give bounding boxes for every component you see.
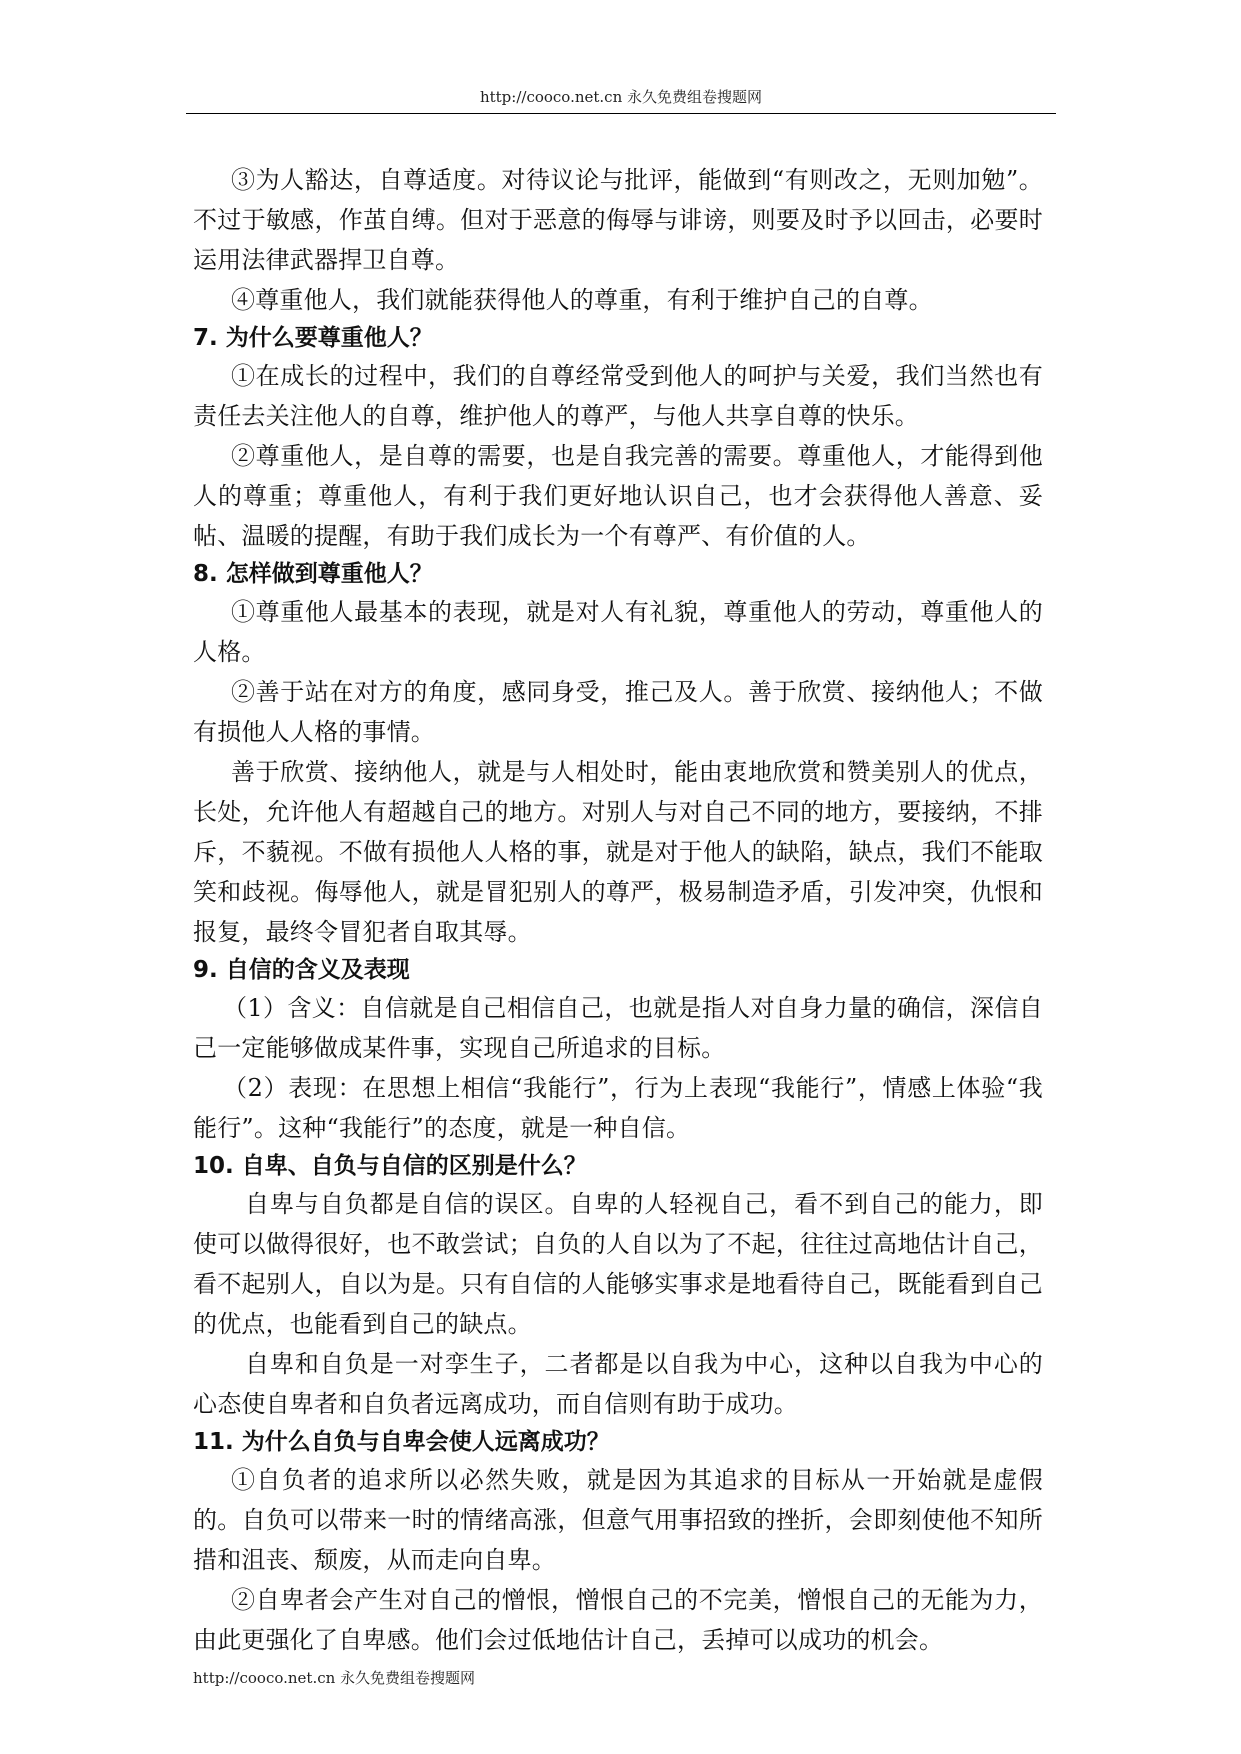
paragraph: （2）表现：在思想上相信“我能行”，行为上表现“我能行”，情感上体验“我能行”。这种“我能行”的态度，就是一种自信。 — [193, 1074, 1043, 1142]
paragraph: ②尊重他人，是自尊的需要，也是自我完善的需要。尊重他人，才能得到他人的尊重；尊重他人，有利于我们更好地认识自己，也才会获得他人善意、妥帖、温暖的提醒，有助于我们成长为一个有尊严、有价值的人。 — [193, 442, 1043, 550]
page-footer: http://cooco.net.cn 永久免费组卷搜题网 — [193, 1669, 476, 1687]
paragraph: 善于欣赏、接纳他人，就是与人相处时，能由衷地欣赏和赞美别人的优点，长处，允许他人有超越自己的地方。对别人与对自己不同的地方，要接纳，不排斥，不藐视。不做有损他人人格的事，就是对于他人的缺陷，缺点，我们不能取笑和歧视。侮辱他人，就是冒犯别人的尊严，极易制造矛盾，引发冲突，仇恨和报复，最终令冒犯者自取其辱。 — [193, 758, 1043, 946]
section-heading: 11. 为什么自负与自卑会使人远离成功？ — [193, 1429, 610, 1455]
header-divider — [186, 113, 1056, 114]
paragraph: ②善于站在对方的角度，感同身受，推己及人。善于欣赏、接纳他人；不做有损他人人格的事情。 — [193, 678, 1043, 746]
page-header: http://cooco.net.cn 永久免费组卷搜题网 — [479, 88, 763, 106]
section-heading: 10. 自卑、自负与自信的区别是什么？ — [193, 1153, 587, 1179]
paragraph: ①尊重他人最基本的表现，就是对人有礼貌，尊重他人的劳动，尊重他人的人格。 — [193, 598, 1043, 666]
paragraph: ④尊重他人，我们就能获得他人的尊重，有利于维护自己的自尊。 — [231, 286, 933, 314]
paragraph: 自卑与自负都是自信的误区。自卑的人轻视自己，看不到自己的能力，即使可以做得很好，也不敢尝试；自负的人自以为了不起，往往过高地估计自己，看不起别人，自以为是。只有自信的人能够实事求是地看待自己，既能看到自己的优点，也能看到自己的缺点。 — [193, 1190, 1043, 1338]
paragraph: ①在成长的过程中，我们的自尊经常受到他人的呵护与关爱，我们当然也有责任去关注他人的自尊，维护他人的尊严，与他人共享自尊的快乐。 — [193, 362, 1043, 430]
section-heading: 8. 怎样做到尊重他人？ — [193, 561, 433, 587]
section-heading: 7. 为什么要尊重他人？ — [193, 325, 433, 351]
document-body — [193, 160, 1043, 1660]
paragraph: ①自负者的追求所以必然失败，就是因为其追求的目标从一开始就是虚假的。自负可以带来一时的情绪高涨，但意气用事招致的挫折，会即刻使他不知所措和沮丧、颓废，从而走向自卑。 — [193, 1466, 1043, 1574]
paragraph: ③为人豁达，自尊适度。对待议论与批评，能做到“有则改之，无则加勉”。不过于敏感，作茧自缚。但对于恶意的侮辱与诽谤，则要及时予以回击，必要时运用法律武器捍卫自尊。 — [193, 166, 1043, 274]
section-heading: 9. 自信的含义及表现 — [193, 957, 410, 983]
paragraph: ②自卑者会产生对自己的憎恨，憎恨自己的不完美，憎恨自己的无能为力，由此更强化了自卑感。他们会过低地估计自己，丢掉可以成功的机会。 — [193, 1586, 1043, 1654]
paragraph: 自卑和自负是一对孪生子，二者都是以自我为中心，这种以自我为中心的心态使自卑者和自负者远离成功，而自信则有助于成功。 — [193, 1350, 1043, 1418]
paragraph: （1）含义：自信就是自己相信自己，也就是指人对自身力量的确信，深信自己一定能够做成某件事，实现自己所追求的目标。 — [193, 994, 1043, 1062]
